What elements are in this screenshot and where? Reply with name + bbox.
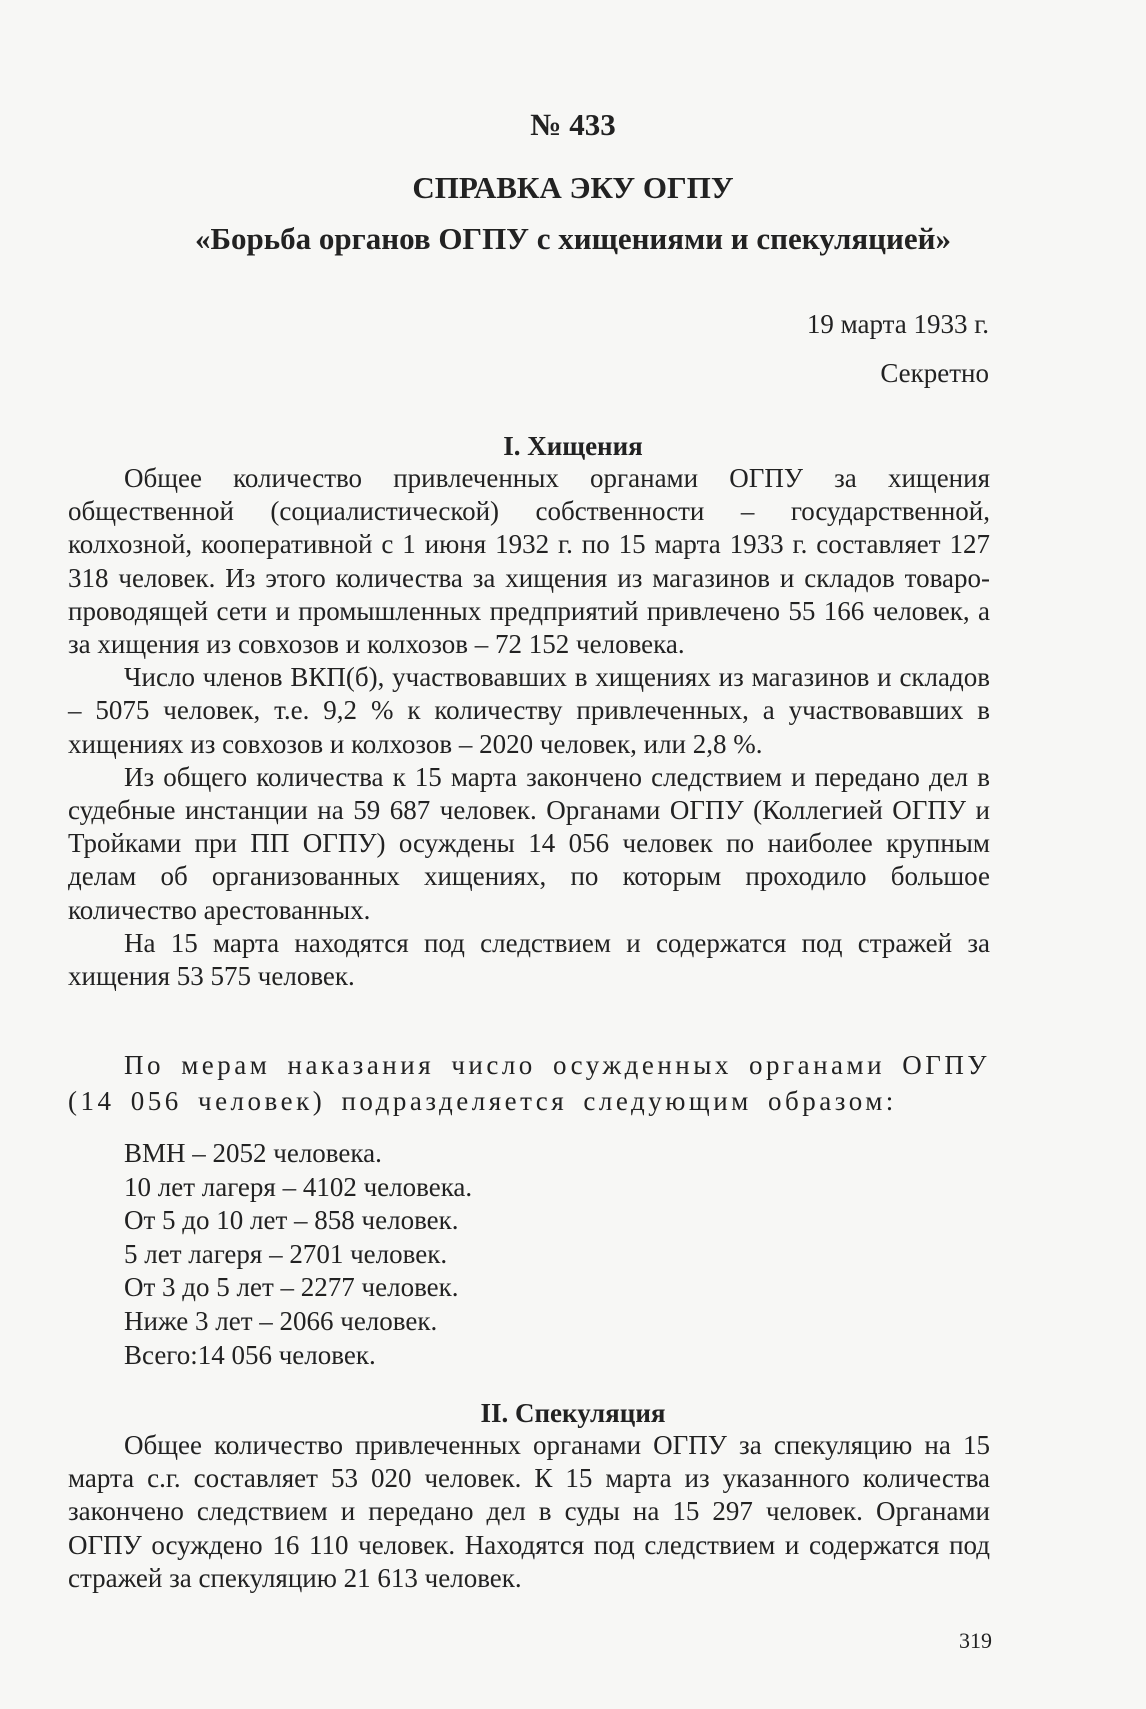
paragraph: На 15 марта находятся под следствием и содержатся под стражей за хищения 53 575 человек. [68,927,990,992]
list-item: 10 лет лагеря – 4102 человека. [124,1171,473,1202]
list-item: 5 лет лагеря – 2701 человек. [124,1238,448,1269]
section-heading-speculation: II. Спекуляция [480,1398,666,1428]
document-type: СПРАВКА ЭКУ ОГПУ [412,170,734,205]
section-heading-theft: I. Хищения [503,431,643,461]
document-number: № 433 [530,107,616,142]
paragraph: Общее количество привлеченных органами ОГПУ за хищения общественной (социалистической) собственности – государственной, колхозной, кооперативной с 1 июня 1932 г. по 15 марта 1933 г. составляет 127 318 человек. Из этого количества за хищения из магазинов и складов товаро-проводящей сети и промышленных предприятий привлечено 55 166 человек, а за хищения из совхозов и колхозов – 72 152 человека. [68,463,990,660]
list-item: ВМН – 2052 человека. [124,1138,382,1168]
sentences-list [124,1137,824,1372]
paragraph: Общее количество привлеченных органами ОГПУ за спекуляцию на 15 марта с.г. составляет 53 020 человек. К 15 марта из указанного количества закончено следствием и передано дел в суды на 15 297 человек. Органами ОГПУ осуждено 16 110 человек. Находятся под следствием и содержатся под стражей за спекуляцию 21 613 человек. [68,1430,990,1593]
document-title: «Борьба органов ОГПУ с хищениями и спекуляцией» [195,221,951,256]
section-body-speculation [68,1429,990,1595]
sentences-intro: По мерам наказания число осужденных органами ОГПУ (14 056 человек) подразделяется следующим образом: [68,1050,990,1116]
list-item: Всего:14 056 человек. [124,1339,376,1370]
paragraph: Число членов ВКП(б), участвовавших в хищениях из магазинов и складов – 5075 человек, т.е. 9,2 % к количеству привлеченных, а участвовавших в хищениях из совхозов и колхозов – 2020 человек, или 2,8 %. [68,662,990,759]
paragraph: Из общего количества к 15 марта закончено следствием и передано дел в судебные инстанции на 59 687 человек. Органами ОГПУ (Коллегией ОГПУ и Тройками при ПП ОГПУ) осуждены 14 056 человек по наиболее крупным делам об организованных хищениях, по которым проходило большое количество арестованных. [68,761,990,925]
classification-label: Секретно [880,358,989,388]
page-number: 319 [959,1628,992,1653]
list-item: Ниже 3 лет – 2066 человек. [124,1305,438,1336]
document-date: 19 марта 1933 г. [806,309,989,339]
list-item: От 5 до 10 лет – 858 человек. [124,1205,459,1236]
section-body-theft [68,462,990,993]
list-item: От 3 до 5 лет – 2277 человек. [124,1272,459,1303]
